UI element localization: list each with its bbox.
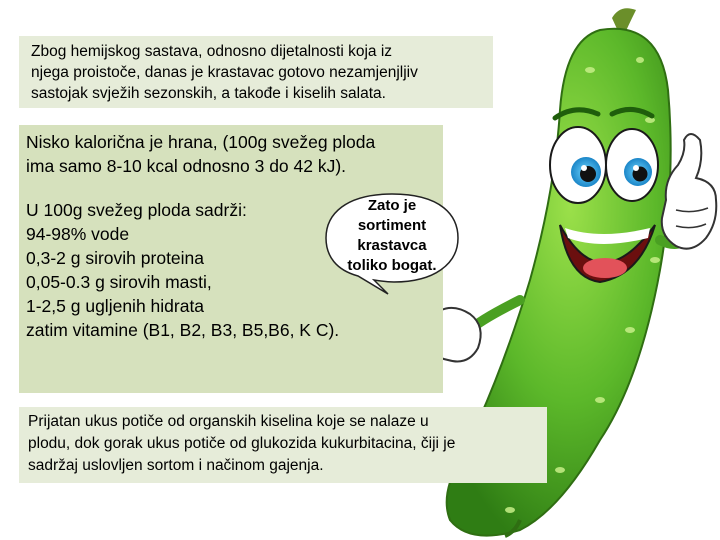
- bubble-line: Zato je: [367, 197, 417, 214]
- intro-line: Zbog hemijskog sastava, odnosno dijetalnosti koja iz: [31, 43, 393, 60]
- composition-line: zatim vitamine (B1, B2, B3, B5,B6, K C).: [26, 320, 340, 340]
- taste-text-box: [19, 407, 547, 483]
- taste-line: sadržaj uslovljen sortom i načinom gajenja.: [28, 457, 324, 474]
- speech-bubble-text: [328, 196, 456, 276]
- calorie-line: Nisko kalorična je hrana, (100g svežeg ploda: [26, 132, 376, 152]
- taste-line: plodu, dok gorak ukus potiče od glukozida kukurbitacina, čiji je: [28, 435, 456, 452]
- composition-line: 94-98% vode: [26, 224, 130, 244]
- intro-line: sastojak svježih sezonskih, a takođe i kiselih salata.: [31, 85, 386, 102]
- calorie-line: ima samo 8-10 kcal odnosno 3 do 42 kJ).: [26, 156, 347, 176]
- taste-line: Prijatan ukus potiče od organskih kiselina koje se nalaze u: [28, 413, 429, 430]
- composition-line: 1-2,5 g ugljenih hidrata: [26, 296, 205, 316]
- composition-heading: U 100g svežeg ploda sadrži:: [26, 200, 247, 220]
- bubble-line: toliko bogat.: [347, 257, 437, 274]
- intro-line: njega proistoče, danas je krastavac gotovo nezamjenjljiv: [31, 64, 418, 81]
- composition-line: 0,05-0.3 g sirovih masti,: [26, 272, 212, 292]
- bubble-line: krastavca: [357, 237, 427, 254]
- composition-line: 0,3-2 g sirovih proteina: [26, 248, 205, 268]
- bubble-line: sortiment: [357, 217, 427, 234]
- intro-text-box: [19, 36, 493, 108]
